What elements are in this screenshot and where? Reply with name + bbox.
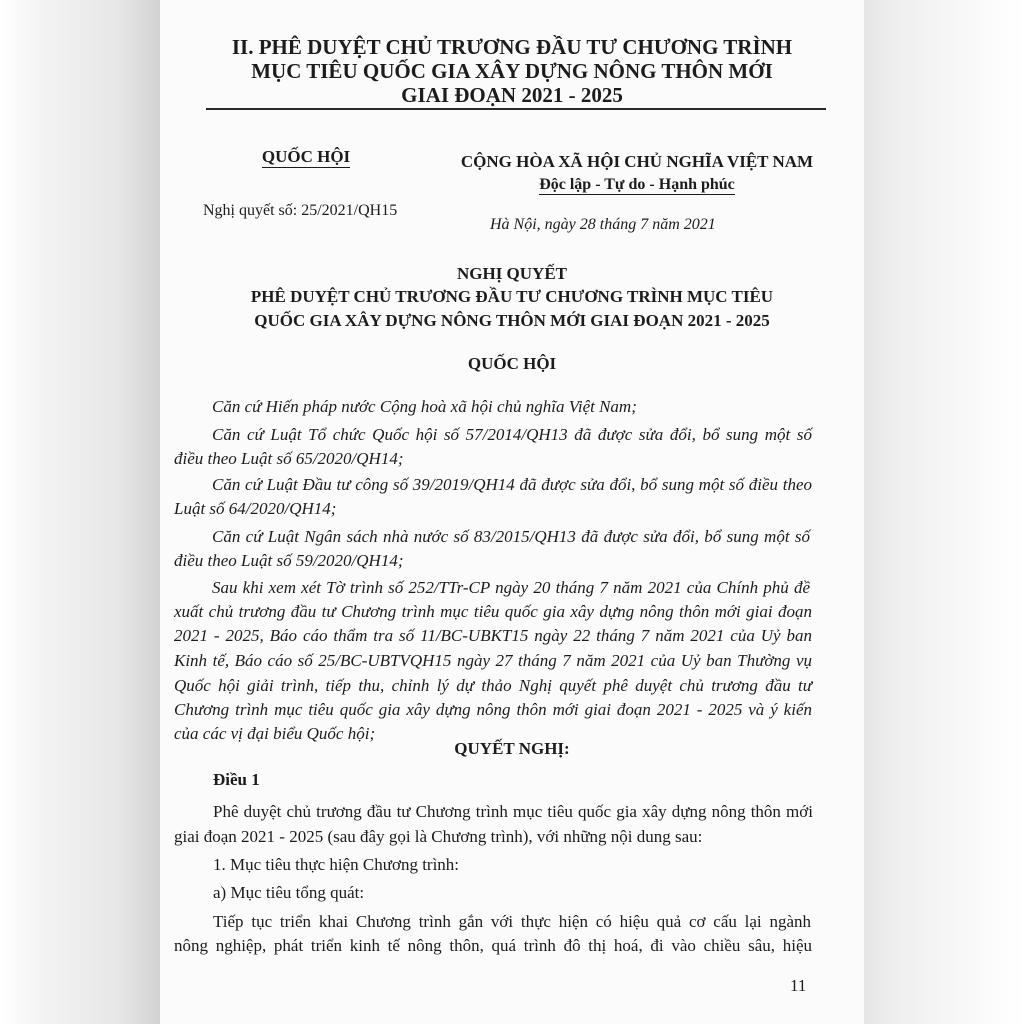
state-motto (446, 174, 828, 196)
document-page (160, 0, 864, 1024)
place-and-date: Hà Nội, ngày 28 tháng 7 năm 2021 (490, 216, 716, 233)
section-title-line-1: II. PHÊ DUYỆT CHỦ TRƯƠNG ĐẦU TƯ CHƯƠNG TRÌNH (231, 35, 793, 59)
legal-basis-5-line-5: Quốc hội giải trình, tiếp thu, chỉnh lý dự thảo Nghị quyết phê duyệt chủ trương đầu tư (174, 676, 812, 695)
legal-basis-4-line-2: điều theo Luật số 59/2020/QH14; (174, 551, 404, 570)
section-title-line-3: GIAI ĐOẠN 2021 - 2025 (401, 83, 623, 107)
article-1-item-1a: a) Mục tiêu tổng quát: (213, 883, 365, 902)
body-heading: QUỐC HỘI (467, 354, 557, 373)
resolution-subject-line-1: PHÊ DUYỆT CHỦ TRƯƠNG ĐẦU TƯ CHƯƠNG TRÌNH MỤC TIÊU (250, 287, 774, 306)
article-1-para-2-line-1: Tiếp tục triển khai Chương trình gắn với thực hiện có hiệu quả cơ cấu lại ngành (213, 912, 811, 931)
issuer-text: QUỐC HỘI (261, 147, 351, 166)
section-title-line-2: MỤC TIÊU QUỐC GIA XÂY DỰNG NÔNG THÔN MỚI (251, 59, 773, 83)
legal-basis-3-line-1: Căn cứ Luật Đầu tư công số 39/2019/QH14 đã được sửa đổi, bổ sung một số điều theo (212, 475, 812, 494)
adjacent-page-left (0, 0, 160, 1024)
legal-basis-5-line-6: Chương trình mục tiêu quốc gia xây dựng nông thôn mới giai đoạn 2021 - 2025 và ý kiến (174, 700, 812, 719)
state-name: CỘNG HÒA XÃ HỘI CHỦ NGHĨA VIỆT NAM (460, 152, 814, 171)
legal-basis-5-line-3: 2021 - 2025, Báo cáo thẩm tra số 11/BC-UBKT15 ngày 22 tháng 7 năm 2021 của Uỷ ban (174, 626, 812, 645)
resolution-title: NGHỊ QUYẾT (456, 264, 568, 283)
issuer-label (206, 146, 406, 168)
decision-heading: QUYẾT NGHỊ: (454, 739, 570, 758)
adjacent-page-right (864, 0, 1024, 1024)
resolution-number: Nghị quyết số: 25/2021/QH15 (203, 202, 398, 219)
legal-basis-3-line-2: Luật số 64/2020/QH14; (174, 499, 337, 518)
legal-basis-2-line-2: điều theo Luật số 65/2020/QH14; (174, 449, 404, 468)
page-number: 11 (790, 976, 807, 995)
article-1-para-1-line-1: Phê duyệt chủ trương đầu tư Chương trình mục tiêu quốc gia xây dựng nông thôn mới (213, 802, 813, 821)
article-1-para-2-line-2: nông nghiệp, phát triển kinh tế nông thôn, quá trình đô thị hoá, đi vào chiều sâu, hiệu (174, 936, 812, 955)
legal-basis-5-line-7: của các vị đại biểu Quốc hội; (174, 724, 376, 743)
legal-basis-5-line-1: Sau khi xem xét Tờ trình số 252/TTr-CP ngày 20 tháng 7 năm 2021 của Chính phủ đề (212, 578, 810, 597)
legal-basis-5-line-4: Kinh tế, Báo cáo số 25/BC-UBTVQH15 ngày 27 tháng 7 năm 2021 của Uỷ ban Thường vụ (174, 651, 812, 670)
motto-text: Độc lập - Tự do - Hạnh phúc (539, 176, 735, 193)
legal-basis-4-line-1: Căn cứ Luật Ngân sách nhà nước số 83/2015/QH13 đã được sửa đổi, bổ sung một số (212, 527, 810, 546)
legal-basis-2-line-1: Căn cứ Luật Tổ chức Quốc hội số 57/2014/QH13 đã được sửa đổi, bổ sung một số (212, 425, 812, 444)
article-1-title: Điều 1 (213, 770, 260, 789)
legal-basis-1: Căn cứ Hiến pháp nước Cộng hoà xã hội chủ nghĩa Việt Nam; (212, 397, 637, 416)
article-1-item-1: 1. Mục tiêu thực hiện Chương trình: (213, 855, 460, 874)
article-1-para-1-line-2: giai đoạn 2021 - 2025 (sau đây gọi là Chương trình), với những nội dung sau: (174, 827, 703, 846)
resolution-subject-line-2: QUỐC GIA XÂY DỰNG NÔNG THÔN MỚI GIAI ĐOẠN 2021 - 2025 (254, 311, 770, 330)
section-divider (206, 108, 826, 110)
legal-basis-5-line-2: xuất chủ trương đầu tư Chương trình mục tiêu quốc gia xây dựng nông thôn mới giai đoạn (174, 602, 812, 621)
